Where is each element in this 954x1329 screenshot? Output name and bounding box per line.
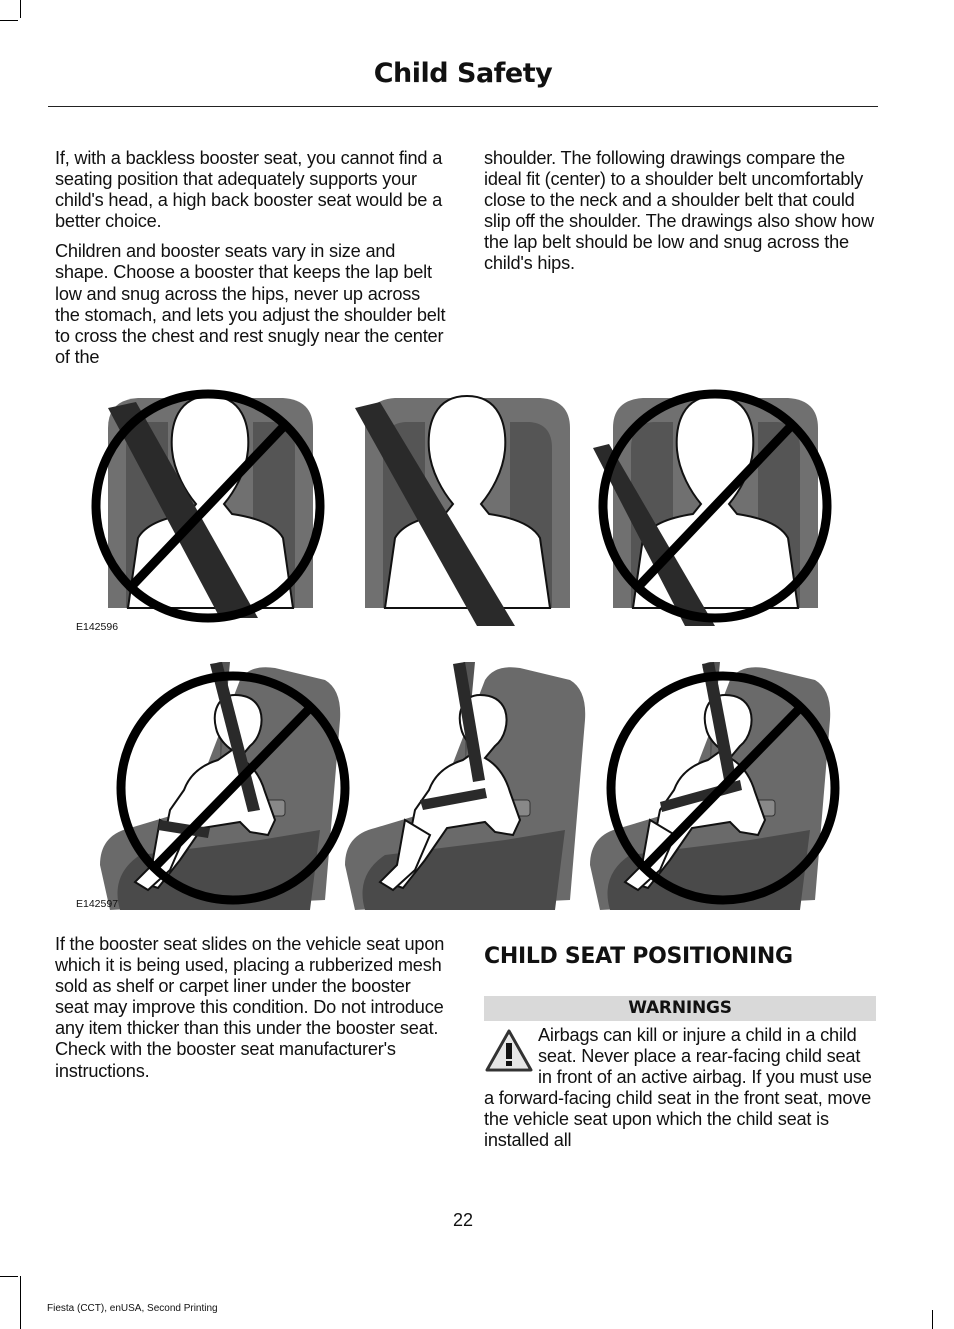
footer-text: Fiesta (CCT), enUSA, Second Printing <box>47 1303 218 1314</box>
crop-mark <box>932 1310 933 1329</box>
paragraph: shoulder. The following drawings compare the ideal fit (center) to a shoulder belt uncomfortably close to the neck and a shoulder belt that could slip off the shoulder. The drawings also show how the lap belt should be low and snug across the child's hips. <box>484 148 874 274</box>
crop-mark <box>0 20 18 21</box>
crop-mark <box>20 0 21 18</box>
body-column-left-bottom <box>55 934 447 1091</box>
warning-triangle-icon <box>484 1028 534 1074</box>
header-rule <box>48 106 878 107</box>
paragraph: If the booster seat slides on the vehicle seat upon which it is being used, placing a rubberized mesh sold as shelf or carpet liner under the booster seat may improve this condition. Do not introduce any item thicker than this under the booster seat. Check with the booster seat manufacturer's instructions. <box>55 934 445 1081</box>
warning-block <box>484 1025 876 1152</box>
body-column-right-top <box>484 148 876 284</box>
shoulder-belt-fit-illustration <box>60 388 860 638</box>
lap-belt-fit-illustration <box>95 660 840 915</box>
paragraph: If, with a backless booster seat, you cannot find a seating position that adequately supports your child's head, a high back booster seat would be a better choice. <box>55 148 443 232</box>
warnings-label: WARNINGS <box>484 996 876 1021</box>
warning-text: Airbags can kill or injure a child in a child seat. Never place a rear-facing child seat in front of an active airbag. If you must use a forward-facing child seat in the front seat, move the vehicle seat upon which the child seat is installed all <box>484 1025 872 1151</box>
body-column-left-top <box>55 148 447 377</box>
body-column-right-bottom <box>484 940 876 1152</box>
crop-mark <box>20 1276 21 1329</box>
figure-code: E142596 <box>76 621 119 633</box>
crop-mark <box>0 1276 18 1277</box>
figure-code: E142597 <box>76 898 119 910</box>
section-heading: CHILD SEAT POSITIONING <box>484 944 793 969</box>
paragraph: Children and booster seats vary in size and shape. Choose a booster that keeps the lap belt low and snug across the hips, never up across the stomach, and lets you adjust the shoulder belt to cross the chest and rest snugly near the center of the <box>55 241 446 367</box>
page-number: 22 <box>452 1210 474 1230</box>
page-title: Child Safety <box>373 58 553 89</box>
